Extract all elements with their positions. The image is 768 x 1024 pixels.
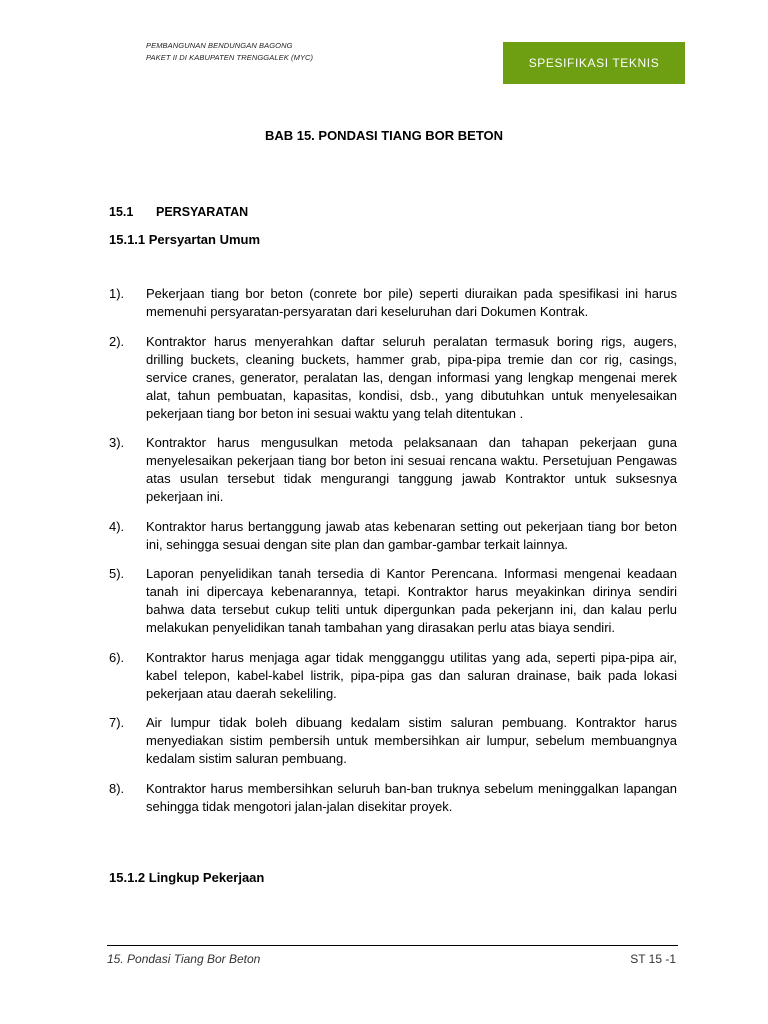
list-item xyxy=(109,565,677,637)
list-item-number: 5). xyxy=(109,566,125,581)
header-project-line1: PEMBANGUNAN BENDUNGAN BAGONG xyxy=(146,41,293,50)
list-item xyxy=(109,285,677,321)
chapter-title: BAB 15. PONDASI TIANG BOR BETON xyxy=(264,128,504,143)
subsection-heading-scope: 15.1.2 Lingkup Pekerjaan xyxy=(109,870,265,885)
list-item-text: Kontraktor harus menyerahkan daftar seluruh peralatan termasuk boring rigs, augers, drilling buckets, cleaning buckets, hammer grab, pipa-pipa tremie dan cor rig, casings, service cranes, generator, peralatan las, dengan informasi yang lengkap mengenai merek alat, tahun pembuatan, kapasitas, kondisi, dsb., yang dibutuhkan untuk menyelesaikan pekerjaan tiang bor beton ini sesuai waktu yang telah ditentukan . xyxy=(146,333,677,421)
section-number: 15.1 xyxy=(109,205,134,219)
list-item-text: Kontraktor harus menjaga agar tidak mengganggu utilitas yang ada, seperti pipa-pipa air, kabel telepon, kabel-kabel listrik, pipa-pipa gas dan saluran drainase, baik pada lokasi pekerjaan atau daerah sekeliling. xyxy=(146,649,677,701)
header-spec-label: SPESIFIKASI TEKNIS xyxy=(528,56,660,70)
list-item-text: Kontraktor harus membersihkan seluruh ban-ban truknya sebelum meninggalkan lapangan sehingga tidak mengotori jalan-jalan disekitar proyek. xyxy=(146,780,677,814)
list-item-number: 8). xyxy=(109,780,125,796)
header-project-line2: PAKET II DI KABUPATEN TRENGGALEK (MYC) xyxy=(146,53,314,62)
section-title: PERSYARATAN xyxy=(156,205,249,219)
subsection-heading-general: 15.1.1 Persyartan Umum xyxy=(109,232,261,247)
list-item-number: 1). xyxy=(109,286,125,301)
list-item-text: Pekerjaan tiang bor beton (conrete bor pile) seperti diuraikan pada spesifikasi ini harus memenuhi persyaratan-persyaratan dari keseluruhan dari Dokumen Kontrak. xyxy=(146,286,677,319)
list-item xyxy=(109,333,677,423)
list-item-text: Kontraktor harus bertanggung jawab atas kebenaran setting out pekerjaan tiang bor beton ini, sehingga sesuai dengan site plan dan gambar-gambar terkait lainnya. xyxy=(146,518,677,552)
list-item-text: Kontraktor harus mengusulkan metoda pelaksanaan dan tahapan pekerjaan guna menyelesaikan pekerjaan tiang bor beton ini sesuai rencana waktu. Persetujuan Pengawas atas usulan tersebut tidak mengurangi tanggung jawab Kontraktor untuk suksesnya pekerjaan ini. xyxy=(146,435,677,504)
header-spec-box xyxy=(503,42,685,84)
list-item xyxy=(109,649,677,703)
list-item-text: Laporan penyelidikan tanah tersedia di Kantor Perencana. Informasi mengenai keadaan tanah ini dipercaya kebenarannya, tetapi. Kontraktor harus meyakinkan dirinya sendiri bahwa data tersebut cukup teliti untuk dipergunkan pada pekerjann ini, dan kalau perlu melakukan penyelidikan tanah tambahan yang dirasakan perlu atas biaya sendiri. xyxy=(146,566,677,635)
section-heading xyxy=(109,205,248,219)
list-item-number: 2). xyxy=(109,333,125,349)
list-item-number: 6). xyxy=(109,649,125,665)
requirements-list xyxy=(109,285,677,827)
footer-page-number: ST 15 -1 xyxy=(630,952,676,966)
list-item-text: Air lumpur tidak boleh dibuang kedalam sistim saluran pembuang. Kontraktor harus menyediakan sistim pembersih untuk membersihkan air lumpur, sebelum membuangnya kedalam sistim saluran pembuang. xyxy=(146,715,677,766)
list-item-number: 4). xyxy=(109,518,125,534)
list-item-number: 7). xyxy=(109,715,125,730)
list-item xyxy=(109,518,677,554)
list-item xyxy=(109,434,677,506)
footer-chapter-name: 15. Pondasi Tiang Bor Beton xyxy=(107,952,261,966)
header-project-info xyxy=(146,40,313,64)
list-item-number: 3). xyxy=(109,435,125,450)
footer-divider xyxy=(107,945,678,946)
list-item xyxy=(109,780,677,816)
list-item xyxy=(109,714,677,768)
